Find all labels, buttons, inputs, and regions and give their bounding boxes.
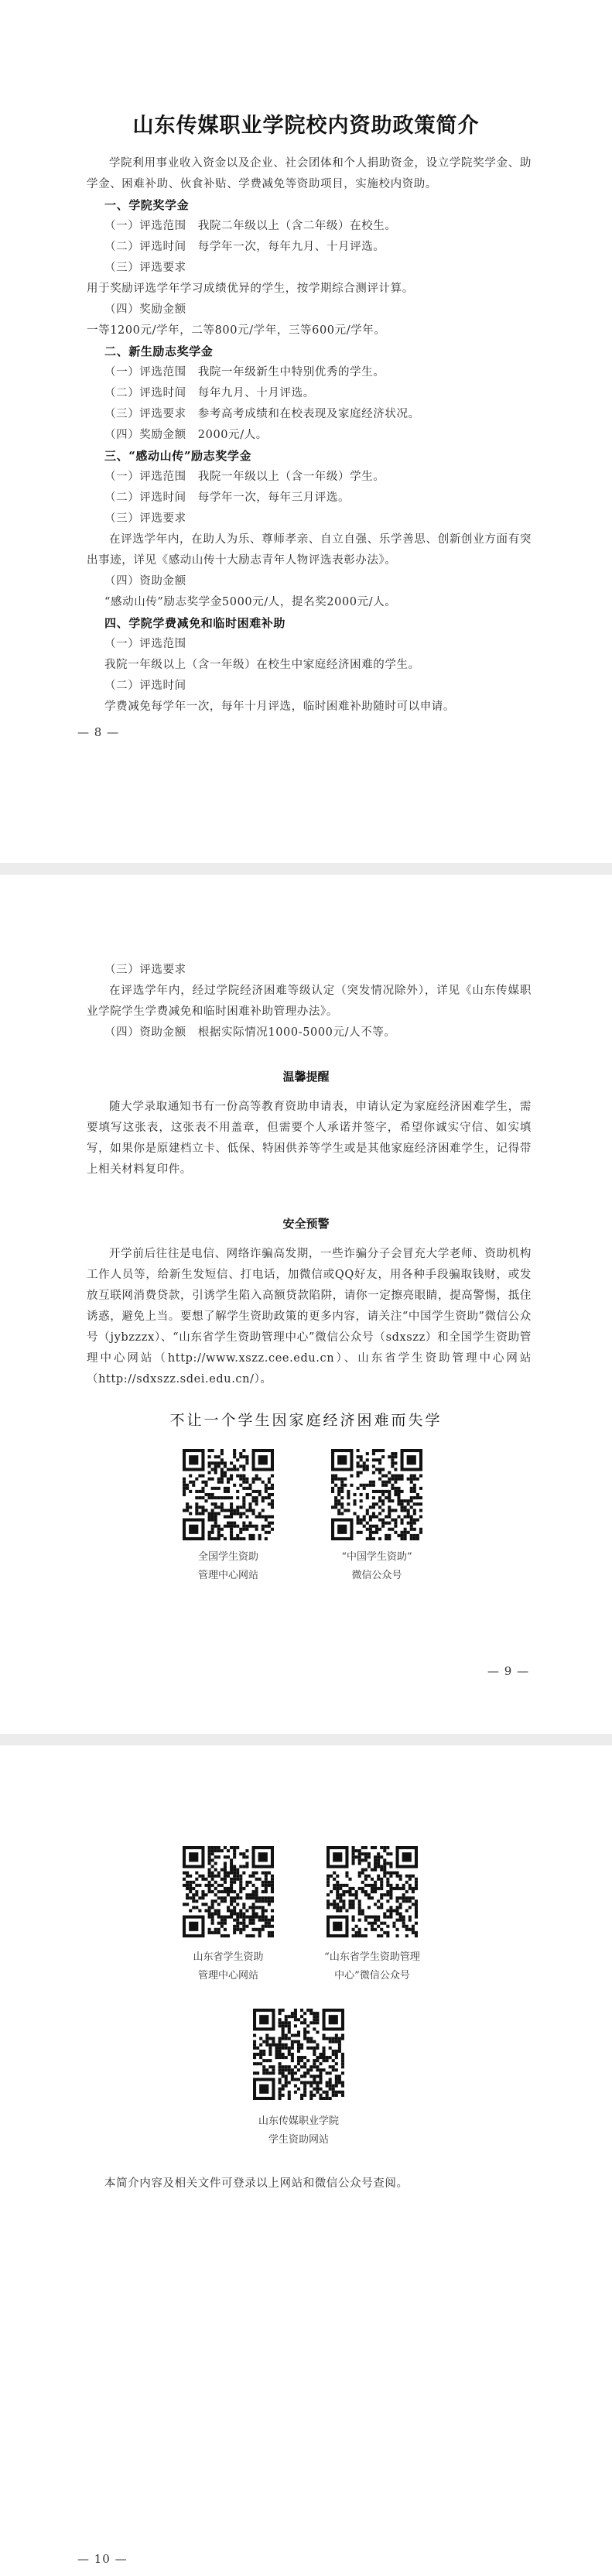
intro-paragraph: 学院利用事业收入资金以及企业、社会团体和个人捐助资金，设立学院奖学金、助学金、困难补助、伙食补贴、学费减免等资助项目，实施校内资助。 <box>87 157 532 190</box>
qr1-caption <box>143 1548 313 1585</box>
s2-amount: （四）奖励金额 2000元/人。 <box>104 429 268 441</box>
document-page-9 <box>0 875 612 1734</box>
s3-req-paragraph: 在评选学年内，在助人为乐、尊师孝亲、自立自强、乐学善思、创新创业方面有突出事迹，详见《感动山传十大励志青年人物评选表彰办法》。 <box>87 533 532 567</box>
tip-paragraph: 随大学录取通知书有一份高等教育资助申请表，申请认定为家庭经济困难学生，需要填写这张表，这张表不用盖章，但需要个人承诺并签字，希望你诚实守信、如实填写，如果你是原建档立卡、低保、特困供养等学生或是其他家庭经济困难学生，记得带上相关材料复印件。 <box>87 1101 532 1176</box>
s1-amount-text: 一等1200元/学年，二等800元/学年，三等600元/学年。 <box>87 324 386 337</box>
qr1-caption-line2: 管理中心网站 <box>197 1570 258 1581</box>
s4-time-text: 学费减免每学年一次，每年十月评选，临时困难补助随时可以申请。 <box>104 701 455 713</box>
p3-qr3-caption-line2: 学生资助网站 <box>268 2134 329 2146</box>
qr-code-sd-wechat[interactable] <box>327 1846 418 1937</box>
qr-code-college-website[interactable] <box>253 2009 344 2100</box>
s3-time: （二）评选时间 每学年一次，每年三月评选。 <box>104 492 350 504</box>
p3-qr3-caption-line1: 山东传媒职业学院 <box>258 2115 339 2127</box>
s2-scope: （一）评选范围 我院一年级新生中特别优秀的学生。 <box>104 366 385 379</box>
safety-paragraph: 开学前后往往是电信、网络诈骗高发期，一些诈骗分子会冒充大学老师、资助机构工作人员等，给新生发短信、打电话，加微信或QQ好友，用各种手段骗取钱财，或发放互联网消费贷款，引诱学生陷入高额贷款陷阱，请你一定擦亮眼睛，提高警惕，抵住诱惑，避免上当。要想了解学生资助政策的更多内容，请关注“中国学生资助”微信公众号（jybzzzx）、“山东省学生资助管理中心”微信公众号（sdxszz）和全国学生资助管理中心网站（http://www.xszz.cee.edu.cn）、山东省学生资助管理中心网站（http://sdxszz.sdei.edu.cn/）。 <box>87 1248 532 1386</box>
s2-req: （三）评选要求 参考高考成绩和在校表现及家庭经济状况。 <box>104 408 420 420</box>
qr-code-sd-website[interactable] <box>183 1846 274 1937</box>
document-page-10 <box>0 1745 612 2576</box>
qr2-caption-line2: 微信公众号 <box>351 1570 402 1581</box>
s4-time-label: （二）评选时间 <box>104 680 186 692</box>
s1-req-label: （三）评选要求 <box>104 262 186 274</box>
s1-req-text: 用于奖励评选学年学习成绩优异的学生，按学期综合测评计算。 <box>87 283 414 295</box>
qr1-caption-line1: 全国学生资助 <box>197 1551 258 1563</box>
page-number: — 10 — <box>77 2552 128 2566</box>
p2-amount: （四）资助金额 根据实际情况1000-5000元/人不等。 <box>104 1026 396 1039</box>
s3-req-label: （三）评选要求 <box>104 512 186 525</box>
p3-qr2-caption <box>287 1948 457 1985</box>
page-number: — 9 — <box>487 1664 530 1678</box>
section-1-heading: 一、学院奖学金 <box>104 198 190 212</box>
document-title: 山东传媒职业学院校内资助政策简介 <box>132 114 480 138</box>
p3-qr3-caption <box>214 2112 384 2150</box>
s1-scope: （一）评选范围 我院二年级以上（含二年级）在校生。 <box>104 220 397 232</box>
section-3-heading: 三、“感动山传”励志奖学金 <box>104 449 252 463</box>
p3-qr1-caption-line1: 山东省学生资助 <box>193 1951 264 1963</box>
section-4-heading: 四、学院学费减免和临时困难补助 <box>104 616 286 630</box>
qr-code-xszz-website[interactable] <box>183 1449 274 1540</box>
qr-code-china-aid-wechat[interactable] <box>331 1449 422 1540</box>
s1-time: （二）评选时间 每学年一次，每年九月、十月评选。 <box>104 241 385 253</box>
p3-qr2-caption-line2: 中心”微信公众号 <box>334 1970 410 1982</box>
slogan: 不让一个学生因家庭经济困难而失学 <box>169 1412 443 1429</box>
s2-time: （二）评选时间 每年九月、十月评选。 <box>104 387 315 399</box>
qr2-caption <box>292 1548 462 1585</box>
s3-amount-text: “感动山传”励志奖学金5000元/人，提名奖2000元/人。 <box>104 596 397 608</box>
safety-heading: 安全预警 <box>282 1217 330 1231</box>
p2-req-paragraph: 在评选学年内，经过学院经济困难等级认定（突发情况除外），详见《山东传媒职业学院学生学费减免和临时困难补助管理办法》。 <box>87 985 532 1018</box>
p3-qr1-caption-line2: 管理中心网站 <box>197 1970 258 1982</box>
s3-amount-label: （四）资助金额 <box>104 575 186 587</box>
tip-heading: 温馨提醒 <box>282 1070 330 1084</box>
qr2-caption-line1: “中国学生资助” <box>341 1551 412 1563</box>
s4-scope-label: （一）评选范围 <box>104 638 186 650</box>
section-2-heading: 二、新生励志奖学金 <box>104 344 214 358</box>
p2-req-label: （三）评选要求 <box>104 964 186 976</box>
document-page-8 <box>0 0 612 863</box>
s3-scope: （一）评选范围 我院一年级以上（含一年级）学生。 <box>104 471 385 483</box>
s4-scope-text: 我院一年级以上（含一年级）在校生中家庭经济困难的学生。 <box>104 659 420 671</box>
closing-note: 本简介内容及相关文件可登录以上网站和微信公众号查阅。 <box>104 2177 409 2190</box>
s1-amount-label: （四）奖励金额 <box>104 303 186 316</box>
p3-qr2-caption-line1: “山东省学生资助管理 <box>324 1951 420 1963</box>
page-number: — 8 — <box>77 725 120 739</box>
